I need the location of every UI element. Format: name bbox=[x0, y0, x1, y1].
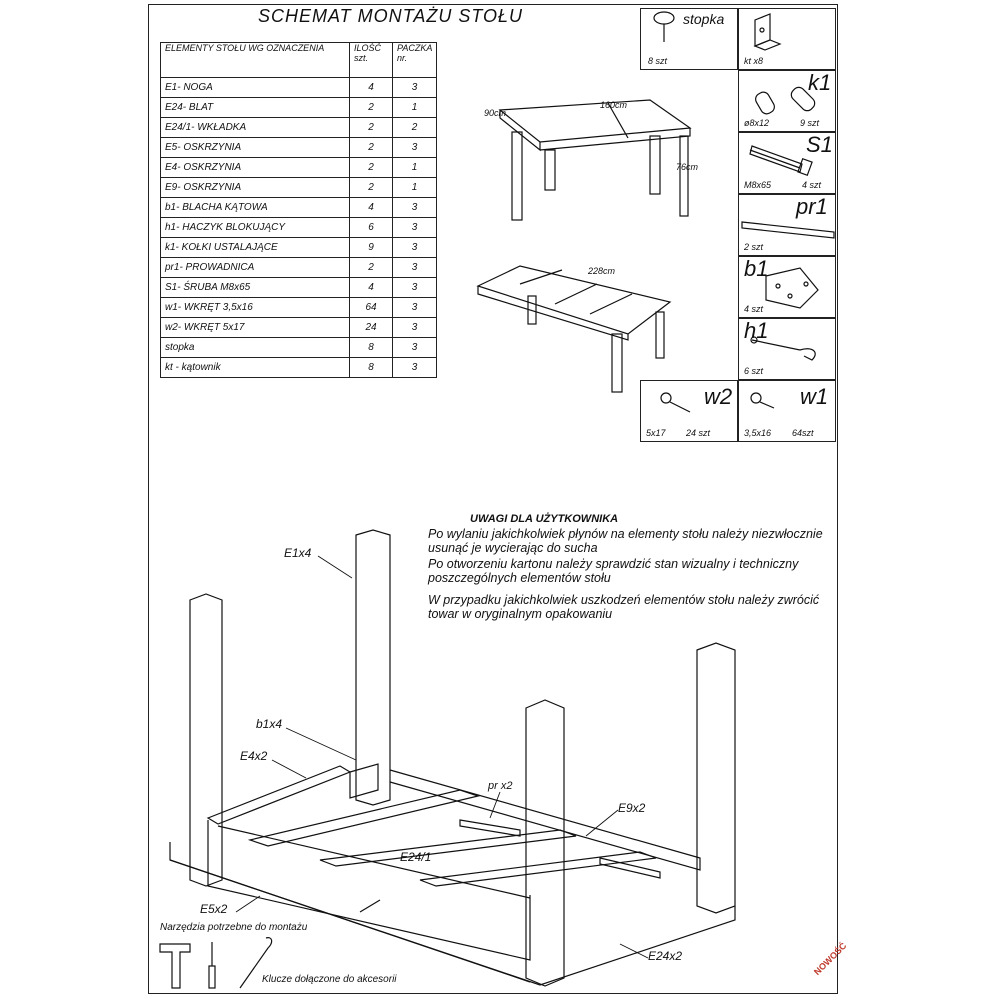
part-name-stopka: stopka bbox=[683, 11, 725, 27]
cell-pack: 3 bbox=[393, 358, 437, 378]
col-header-pack: PACZKA nr. bbox=[393, 43, 437, 78]
cell-qty: 2 bbox=[350, 138, 393, 158]
part-name-pr1: pr1 bbox=[796, 194, 828, 219]
dim-height: 76cm bbox=[676, 162, 699, 172]
cell-pack: 2 bbox=[393, 118, 437, 138]
cell-qty: 2 bbox=[350, 118, 393, 138]
cell-qty: 8 bbox=[350, 338, 393, 358]
part-size-k1: ø8x12 bbox=[744, 118, 770, 128]
cell-pack: 3 bbox=[393, 258, 437, 278]
cell-qty: 2 bbox=[350, 258, 393, 278]
callout-e24-1: E24/1 bbox=[400, 850, 432, 864]
cell-qty: 64 bbox=[350, 298, 393, 318]
dim-width: 160cm bbox=[600, 100, 628, 110]
screw-w2-icon bbox=[661, 393, 690, 412]
dim-depth: 90cm bbox=[484, 108, 507, 118]
part-size-w1: 3,5x16 bbox=[744, 428, 772, 438]
cell-qty: 2 bbox=[350, 178, 393, 198]
angle-bracket-icon bbox=[755, 14, 780, 50]
col-header-qty: ILOŚĆ szt. bbox=[350, 43, 393, 78]
cell-element: E24/1- WKŁADKA bbox=[161, 118, 350, 138]
wrench-icon bbox=[240, 938, 272, 988]
cell-qty: 9 bbox=[350, 238, 393, 258]
callout-e5: E5x2 bbox=[200, 902, 228, 916]
corner-plate-icon bbox=[766, 268, 818, 308]
dowel-icon bbox=[753, 85, 817, 116]
cell-element: w1- WKRĘT 3,5x16 bbox=[161, 298, 350, 318]
part-qty-stopka: 8 szt bbox=[648, 56, 668, 66]
cell-qty: 8 bbox=[350, 358, 393, 378]
note-2: Po otworzeniu kartonu należy sprawdzić stan wizualny i techniczny poszczególnych elementów stołu bbox=[428, 557, 799, 585]
col-header-elements: ELEMENTY STOŁU WG OZNACZENIA bbox=[161, 43, 350, 78]
dim-extended-width: 228cm bbox=[588, 266, 616, 276]
legs bbox=[190, 530, 735, 986]
screwdriver-icon bbox=[209, 942, 215, 988]
callout-e4: E4x2 bbox=[240, 749, 268, 763]
part-name-h1: h1 bbox=[744, 318, 769, 343]
part-qty-b1: 4 szt bbox=[744, 304, 764, 314]
part-name-w1: w1 bbox=[800, 384, 829, 409]
part-qty-kt: kt x8 bbox=[744, 56, 764, 66]
hammer-icon bbox=[160, 944, 190, 988]
cell-element: pr1- PROWADNICA bbox=[161, 258, 350, 278]
part-qty-pr1: 2 szt bbox=[744, 242, 764, 252]
part-size-s1: M8x65 bbox=[744, 180, 772, 190]
cell-pack: 1 bbox=[393, 98, 437, 118]
part-name-b1: b1 bbox=[744, 256, 769, 281]
cell-pack: 3 bbox=[393, 338, 437, 358]
cell-pack: 1 bbox=[393, 158, 437, 178]
keys-label: Klucze dołączone do akcesorii bbox=[262, 974, 397, 985]
tabletop bbox=[170, 842, 735, 985]
callout-e24: E24x2 bbox=[648, 949, 683, 963]
part-qty-k1: 9 szt bbox=[800, 118, 820, 128]
leader-lines bbox=[236, 556, 648, 958]
cell-pack: 3 bbox=[393, 138, 437, 158]
cell-pack: 3 bbox=[393, 78, 437, 98]
callout-e1: E1x4 bbox=[284, 546, 312, 560]
stopka-icon bbox=[654, 12, 674, 42]
table-extended-view bbox=[478, 266, 670, 392]
cell-element: k1- KOŁKI USTALAJĄCE bbox=[161, 238, 350, 258]
part-qty-h1: 6 szt bbox=[744, 366, 764, 376]
cell-pack: 1 bbox=[393, 178, 437, 198]
cell-qty: 4 bbox=[350, 78, 393, 98]
cell-pack: 3 bbox=[393, 318, 437, 338]
new-badge: NOWOŚĆ bbox=[812, 940, 849, 978]
cell-qty: 2 bbox=[350, 98, 393, 118]
cell-element: stopka bbox=[161, 338, 350, 358]
cell-qty: 4 bbox=[350, 278, 393, 298]
cell-element: E9- OSKRZYNIA bbox=[161, 178, 350, 198]
callout-b1: b1x4 bbox=[256, 717, 283, 731]
cell-element: b1- BLACHA KĄTOWA bbox=[161, 198, 350, 218]
table-top-view bbox=[500, 100, 690, 220]
frame-boards bbox=[208, 764, 700, 960]
part-name-k1: k1 bbox=[808, 70, 832, 95]
part-qty-w1: 64szt bbox=[792, 428, 814, 438]
cell-pack: 3 bbox=[393, 278, 437, 298]
page-title: SCHEMAT MONTAŻU STOŁU bbox=[258, 6, 524, 26]
callout-pr: pr x2 bbox=[488, 780, 513, 792]
callout-e9: E9x2 bbox=[618, 801, 646, 815]
hook-icon bbox=[751, 337, 815, 360]
cell-qty: 6 bbox=[350, 218, 393, 238]
cell-element: E5- OSKRZYNIA bbox=[161, 138, 350, 158]
cell-qty: 4 bbox=[350, 198, 393, 218]
cell-element: E1- NOGA bbox=[161, 78, 350, 98]
screw-w1-icon bbox=[751, 393, 774, 408]
cell-element: S1- ŚRUBA M8x65 bbox=[161, 278, 350, 298]
notes-heading: UWAGI DLA UŻYTKOWNIKA bbox=[470, 513, 619, 525]
part-name-w2: w2 bbox=[704, 384, 733, 409]
part-name-s1: S1 bbox=[806, 132, 833, 157]
note-3: W przypadku jakichkolwiek uszkodzeń elementów stołu należy zwrócić towar w oryginalnym opakowaniu bbox=[428, 593, 820, 621]
cell-qty: 24 bbox=[350, 318, 393, 338]
bolt-icon bbox=[750, 146, 812, 175]
cell-pack: 3 bbox=[393, 218, 437, 238]
cell-pack: 3 bbox=[393, 238, 437, 258]
cell-element: h1- HACZYK BLOKUJĄCY bbox=[161, 218, 350, 238]
part-size-w2: 5x17 bbox=[646, 428, 666, 438]
rail-icon bbox=[742, 222, 834, 238]
cell-element: E4- OSKRZYNIA bbox=[161, 158, 350, 178]
note-1: Po wylaniu jakichkolwiek płynów na elementy stołu należy niezwłocznie usunąć je wycierając do sucha bbox=[428, 527, 823, 555]
cell-qty: 2 bbox=[350, 158, 393, 178]
cell-pack: 3 bbox=[393, 198, 437, 218]
part-qty-s1: 4 szt bbox=[802, 180, 822, 190]
cell-element: kt - kątownik bbox=[161, 358, 350, 378]
cell-pack: 3 bbox=[393, 298, 437, 318]
tools-label: Narzędzia potrzebne do montażu bbox=[160, 922, 308, 933]
cell-element: E24- BLAT bbox=[161, 98, 350, 118]
cell-element: w2- WKRĘT 5x17 bbox=[161, 318, 350, 338]
part-qty-w2: 24 szt bbox=[686, 428, 711, 438]
